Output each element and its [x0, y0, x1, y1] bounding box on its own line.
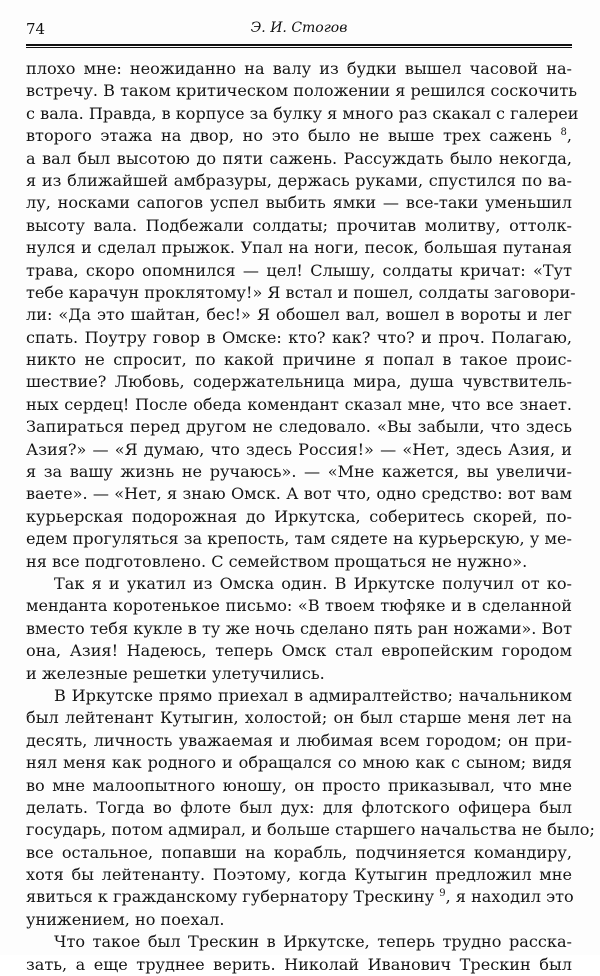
- text-line: ня все подготовлено. С семейством прощаться не нужно».: [26, 551, 528, 571]
- text-line-content: явиться к гражданскому губернатору Трескину: [26, 887, 435, 907]
- text-line: В Иркутске прямо приехал в адмиралтейство; начальником: [54, 685, 572, 705]
- header-rule-thick: [26, 44, 572, 46]
- text-line: и железные решетки улетучились.: [26, 663, 325, 683]
- text-line: Что такое был Трескин в Иркутске, теперь трудно расска-: [54, 932, 572, 952]
- text-line: нулся и сделал прыжок. Упал на ноги, песок, большая путаная: [26, 238, 572, 258]
- text-line: тебе карачун проклятому!» Я встал и пошел, солдаты заговори-: [26, 282, 576, 302]
- text-line: трава, скоро опомнился — цел! Слышу, солдаты кричат: «Тут: [26, 260, 572, 280]
- text-line: ных сердец! После обеда комендант сказал мне, что все знает.: [26, 394, 572, 414]
- text-line: зать, а еще труднее верить. Николай Иванович Трескин был: [26, 954, 572, 974]
- text-line: Так я и укатил из Омска один. В Иркутске получил от ко-: [54, 573, 572, 593]
- header-rule-thin: [26, 47, 572, 48]
- footnote-ref-8[interactable]: 8: [560, 127, 567, 139]
- text-line: государь, потом адмирал, и больше старшего начальства не было;: [26, 820, 595, 840]
- text-line-content: второго этажа на двор, но это было не выше трех сажень: [26, 126, 552, 146]
- text-line: едем прогуляться за крепость, там сядете на курьерскую, у ме-: [26, 529, 572, 549]
- text-line: а вал был высотою до пяти сажень. Рассуждать было некогда,: [26, 148, 572, 168]
- text-line: менданта коротенькое письмо: «В твоем тюфяке и в сделанной: [26, 596, 572, 616]
- running-head: Э. И. Стогов: [250, 20, 348, 36]
- text-line: никто не спросит, по какой причине я попал в такое проис-: [26, 350, 572, 370]
- text-line: шествие? Любовь, содержательница мира, душа чувствитель-: [26, 372, 572, 392]
- text-line: высоту вала. Подбежали солдаты; прочитав молитву, оттолк-: [26, 215, 572, 235]
- text-line: [26, 125, 572, 147]
- footnote-ref-8-tail: ,: [566, 126, 572, 146]
- text-line: лу, носками сапогов успел выбить ямки — все-таки уменьшил: [26, 193, 572, 213]
- text-line: я из ближайшей амбразуры, держась руками, спустился по ва-: [26, 170, 572, 190]
- text-line: нял меня как родного и обращался со мною как с сыном; видя: [26, 753, 572, 773]
- text-line: во мне малоопытного юношу, он просто приказывал, что мне: [26, 775, 572, 795]
- text-line: все остальное, попавши на корабль, подчиняется командиру,: [26, 842, 572, 862]
- text-line: Азия?» — «Я думаю, что здесь Россия!» — «Нет, здесь Азия, и: [26, 439, 572, 459]
- text-line: делать. Тогда во флоте был дух: для флотского офицера был: [26, 797, 572, 817]
- text-line: был лейтенант Кутыгин, холостой; он был старше меня лет на: [26, 708, 572, 728]
- text-line: хотя бы лейтенанту. Поэтому, когда Кутыгин предложил мне: [26, 865, 572, 885]
- text-line: унижением, но поехал.: [26, 909, 225, 929]
- text-line: спать. Поутру говор в Омске: кто? как? что? и проч. Полагаю,: [26, 327, 572, 347]
- body-text: [26, 58, 595, 976]
- text-line: я за вашу жизнь не ручаюсь». — «Мне кажется, вы увеличи-: [26, 462, 572, 482]
- text-line: десять, личность уважаемая и любимая всем городом; он при-: [26, 730, 572, 750]
- text-line: с вала. Правда, в корпусе за булку я много раз скакал с галереи: [26, 103, 579, 123]
- text-line: Запираться перед другом не следовало. «Вы забыли, что здесь: [26, 417, 572, 437]
- text-line: ли: «Да это шайтан, бес!» Я обошел вал, вошел в вороты и лег: [26, 305, 572, 325]
- text-line: плохо мне: неожиданно на валу из будки вышел часовой на-: [26, 59, 572, 78]
- footnote-ref-9-tail: , я находил это: [445, 887, 574, 907]
- text-line: курьерская подорожная до Иркутска, соберитесь скорей, по-: [26, 506, 572, 526]
- text-line: вместо тебя кукле в ту же ночь сделано пять ран ножами». Вот: [26, 618, 572, 638]
- text-line: ваете». — «Нет, я знаю Омск. А вот что, одно средство: вот вам: [26, 484, 572, 504]
- page-number: 74: [26, 20, 46, 38]
- text-line: встречу. В таком критическом положении я решился соскочить: [26, 81, 577, 101]
- footnote-ref-9[interactable]: 9: [439, 888, 446, 900]
- text-line: она, Азия! Надеюсь, теперь Омск стал европейским городом: [26, 641, 572, 661]
- text-line: [26, 886, 572, 908]
